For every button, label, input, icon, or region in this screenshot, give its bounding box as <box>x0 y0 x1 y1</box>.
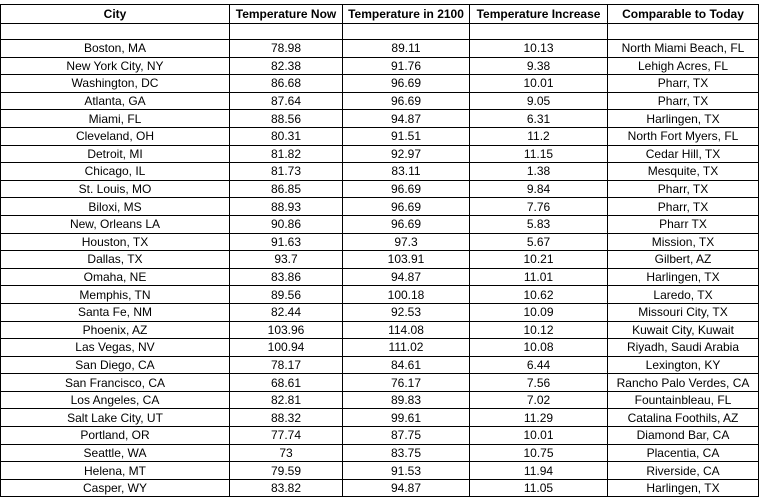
blank-cell[interactable] <box>608 24 759 40</box>
cell-temperature-increase[interactable]: 11.94 <box>470 462 608 480</box>
cell-temperature-increase[interactable]: 5.83 <box>470 215 608 233</box>
table-row <box>1 356 759 374</box>
cell-city[interactable]: Omaha, NE <box>1 268 230 286</box>
cell-comparable-to-today[interactable]: Pharr, TX <box>608 75 759 93</box>
cell-temperature-2100[interactable]: 87.75 <box>343 427 470 445</box>
cell-temperature-now[interactable]: 73 <box>230 444 343 462</box>
cell-comparable-to-today[interactable]: Pharr, TX <box>608 92 759 110</box>
cell-city[interactable]: Cleveland, OH <box>1 127 230 145</box>
cell-city[interactable]: Santa Fe, NM <box>1 303 230 321</box>
cell-temperature-2100[interactable]: 96.69 <box>343 215 470 233</box>
table-row <box>1 127 759 145</box>
cell-comparable-to-today[interactable]: Riverside, CA <box>608 462 759 480</box>
table-row <box>1 479 759 497</box>
cell-city[interactable]: Washington, DC <box>1 75 230 93</box>
table-row <box>1 145 759 163</box>
cell-city[interactable]: New York City, NY <box>1 57 230 75</box>
cell-temperature-now[interactable]: 83.82 <box>230 479 343 497</box>
cell-temperature-now[interactable]: 86.85 <box>230 180 343 198</box>
cell-temperature-now[interactable]: 82.81 <box>230 391 343 409</box>
cell-temperature-2100[interactable]: 100.18 <box>343 286 470 304</box>
cell-temperature-2100[interactable]: 89.11 <box>343 40 470 58</box>
cell-temperature-increase[interactable]: 11.01 <box>470 268 608 286</box>
table-row <box>1 251 759 269</box>
blank-cell[interactable] <box>230 24 343 40</box>
cell-temperature-2100[interactable]: 84.61 <box>343 356 470 374</box>
blank-cell[interactable] <box>470 24 608 40</box>
cell-city[interactable]: New, Orleans LA <box>1 215 230 233</box>
cell-temperature-2100[interactable]: 94.87 <box>343 479 470 497</box>
cell-comparable-to-today[interactable]: Rancho Palo Verdes, CA <box>608 374 759 392</box>
cell-temperature-increase[interactable]: 9.05 <box>470 92 608 110</box>
cell-temperature-now[interactable]: 79.59 <box>230 462 343 480</box>
cell-temperature-increase[interactable]: 10.01 <box>470 75 608 93</box>
cell-temperature-now[interactable]: 68.61 <box>230 374 343 392</box>
cell-comparable-to-today[interactable]: Gilbert, AZ <box>608 251 759 269</box>
cell-comparable-to-today[interactable]: Harlingen, TX <box>608 479 759 497</box>
cell-comparable-to-today[interactable]: Pharr TX <box>608 215 759 233</box>
table-row <box>1 163 759 181</box>
cell-temperature-now[interactable]: 88.32 <box>230 409 343 427</box>
cell-temperature-2100[interactable]: 99.61 <box>343 409 470 427</box>
cell-city[interactable]: Casper, WY <box>1 479 230 497</box>
table-row <box>1 444 759 462</box>
cell-temperature-increase[interactable]: 5.67 <box>470 233 608 251</box>
table-row <box>1 198 759 216</box>
cell-comparable-to-today[interactable]: Lehigh Acres, FL <box>608 57 759 75</box>
cell-temperature-2100[interactable]: 97.3 <box>343 233 470 251</box>
cell-temperature-increase[interactable]: 7.56 <box>470 374 608 392</box>
cell-temperature-increase[interactable]: 11.2 <box>470 127 608 145</box>
table-row <box>1 321 759 339</box>
cell-city[interactable]: St. Louis, MO <box>1 180 230 198</box>
table-row <box>1 92 759 110</box>
cell-comparable-to-today[interactable]: Fountainbleau, FL <box>608 391 759 409</box>
cell-comparable-to-today[interactable]: North Miami Beach, FL <box>608 40 759 58</box>
cell-city[interactable]: Atlanta, GA <box>1 92 230 110</box>
cell-temperature-2100[interactable]: 91.53 <box>343 462 470 480</box>
header-row <box>1 5 759 24</box>
cell-temperature-now[interactable]: 90.86 <box>230 215 343 233</box>
cell-temperature-increase[interactable]: 11.29 <box>470 409 608 427</box>
cell-temperature-increase[interactable]: 10.75 <box>470 444 608 462</box>
cell-city[interactable]: San Francisco, CA <box>1 374 230 392</box>
cell-comparable-to-today[interactable]: Pharr, TX <box>608 180 759 198</box>
cell-temperature-2100[interactable]: 94.87 <box>343 110 470 128</box>
cell-comparable-to-today[interactable]: North Fort Myers, FL <box>608 127 759 145</box>
table-row <box>1 286 759 304</box>
cell-temperature-increase[interactable]: 7.76 <box>470 198 608 216</box>
cell-city[interactable]: Detroit, MI <box>1 145 230 163</box>
cell-city[interactable]: Portland, OR <box>1 427 230 445</box>
cell-temperature-now[interactable]: 81.73 <box>230 163 343 181</box>
table-row <box>1 374 759 392</box>
cell-comparable-to-today[interactable]: Kuwait City, Kuwait <box>608 321 759 339</box>
table-row <box>1 40 759 58</box>
header-temperature-2100[interactable]: Temperature in 2100 <box>343 5 470 24</box>
table-row <box>1 180 759 198</box>
cell-temperature-now[interactable]: 87.64 <box>230 92 343 110</box>
cell-temperature-2100[interactable]: 114.08 <box>343 321 470 339</box>
cell-temperature-increase[interactable]: 10.09 <box>470 303 608 321</box>
cell-temperature-increase[interactable]: 11.05 <box>470 479 608 497</box>
cell-city[interactable]: Seattle, WA <box>1 444 230 462</box>
cell-temperature-now[interactable]: 81.82 <box>230 145 343 163</box>
cell-temperature-now[interactable]: 86.68 <box>230 75 343 93</box>
table-row <box>1 462 759 480</box>
cell-comparable-to-today[interactable]: Cedar Hill, TX <box>608 145 759 163</box>
cell-comparable-to-today[interactable]: Mesquite, TX <box>608 163 759 181</box>
table-row <box>1 339 759 357</box>
cell-temperature-2100[interactable]: 96.69 <box>343 75 470 93</box>
cell-temperature-now[interactable]: 80.31 <box>230 127 343 145</box>
cell-comparable-to-today[interactable]: Placentia, CA <box>608 444 759 462</box>
cell-comparable-to-today[interactable]: Riyadh, Saudi Arabia <box>608 339 759 357</box>
table-row <box>1 268 759 286</box>
blank-cell[interactable] <box>343 24 470 40</box>
cell-temperature-increase[interactable]: 6.31 <box>470 110 608 128</box>
cell-temperature-increase[interactable]: 9.84 <box>470 180 608 198</box>
cell-temperature-2100[interactable]: 91.51 <box>343 127 470 145</box>
cell-temperature-now[interactable]: 83.86 <box>230 268 343 286</box>
table-row <box>1 303 759 321</box>
cell-city[interactable]: Chicago, IL <box>1 163 230 181</box>
cell-temperature-now[interactable]: 82.38 <box>230 57 343 75</box>
cell-temperature-2100[interactable]: 103.91 <box>343 251 470 269</box>
cell-comparable-to-today[interactable]: Lexington, KY <box>608 356 759 374</box>
cell-temperature-2100[interactable]: 83.11 <box>343 163 470 181</box>
cell-temperature-2100[interactable]: 96.69 <box>343 180 470 198</box>
cell-temperature-2100[interactable]: 94.87 <box>343 268 470 286</box>
table-row <box>1 110 759 128</box>
cell-temperature-2100[interactable]: 96.69 <box>343 92 470 110</box>
cell-temperature-now[interactable]: 77.74 <box>230 427 343 445</box>
cell-city[interactable]: Houston, TX <box>1 233 230 251</box>
cell-temperature-now[interactable]: 88.93 <box>230 198 343 216</box>
table-body <box>1 24 759 497</box>
cell-temperature-2100[interactable]: 76.17 <box>343 374 470 392</box>
cell-city[interactable]: Salt Lake City, UT <box>1 409 230 427</box>
cell-city[interactable]: Biloxi, MS <box>1 198 230 216</box>
table-row <box>1 215 759 233</box>
cell-temperature-increase[interactable]: 10.12 <box>470 321 608 339</box>
cell-comparable-to-today[interactable]: Mission, TX <box>608 233 759 251</box>
cell-city[interactable]: Helena, MT <box>1 462 230 480</box>
cell-temperature-increase[interactable]: 9.38 <box>470 57 608 75</box>
cell-city[interactable]: Phoenix, AZ <box>1 321 230 339</box>
cell-temperature-increase[interactable]: 10.62 <box>470 286 608 304</box>
cell-comparable-to-today[interactable]: Harlingen, TX <box>608 268 759 286</box>
cell-temperature-2100[interactable]: 83.75 <box>343 444 470 462</box>
cell-city[interactable]: Los Angeles, CA <box>1 391 230 409</box>
cell-temperature-increase[interactable]: 7.02 <box>470 391 608 409</box>
cell-temperature-increase[interactable]: 10.01 <box>470 427 608 445</box>
cell-temperature-now[interactable]: 91.63 <box>230 233 343 251</box>
cell-temperature-now[interactable]: 103.96 <box>230 321 343 339</box>
table-row <box>1 427 759 445</box>
blank-cell[interactable] <box>1 24 230 40</box>
cell-comparable-to-today[interactable]: Harlingen, TX <box>608 110 759 128</box>
cell-temperature-now[interactable]: 100.94 <box>230 339 343 357</box>
cell-city[interactable]: Memphis, TN <box>1 286 230 304</box>
temperature-table <box>0 4 759 497</box>
cell-temperature-2100[interactable]: 91.76 <box>343 57 470 75</box>
table-row <box>1 409 759 427</box>
cell-comparable-to-today[interactable]: Laredo, TX <box>608 286 759 304</box>
cell-city[interactable]: San Diego, CA <box>1 356 230 374</box>
cell-comparable-to-today[interactable]: Diamond Bar, CA <box>608 427 759 445</box>
cell-temperature-2100[interactable]: 89.83 <box>343 391 470 409</box>
cell-temperature-now[interactable]: 93.7 <box>230 251 343 269</box>
cell-temperature-now[interactable]: 78.98 <box>230 40 343 58</box>
table-row <box>1 75 759 93</box>
table-row <box>1 57 759 75</box>
cell-comparable-to-today[interactable]: Catalina Foothils, AZ <box>608 409 759 427</box>
cell-city[interactable]: Miami, FL <box>1 110 230 128</box>
header-comparable-to-today[interactable]: Comparable to Today <box>608 5 759 24</box>
cell-city[interactable]: Boston, MA <box>1 40 230 58</box>
cell-temperature-2100[interactable]: 111.02 <box>343 339 470 357</box>
cell-temperature-increase[interactable]: 10.08 <box>470 339 608 357</box>
cell-temperature-increase[interactable]: 1.38 <box>470 163 608 181</box>
cell-temperature-now[interactable]: 82.44 <box>230 303 343 321</box>
header-temperature-now[interactable]: Temperature Now <box>230 5 343 24</box>
header-city[interactable]: City <box>1 5 230 24</box>
cell-temperature-now[interactable]: 89.56 <box>230 286 343 304</box>
table-row <box>1 391 759 409</box>
cell-comparable-to-today[interactable]: Pharr, TX <box>608 198 759 216</box>
cell-temperature-2100[interactable]: 92.97 <box>343 145 470 163</box>
cell-temperature-increase[interactable]: 10.13 <box>470 40 608 58</box>
cell-temperature-2100[interactable]: 96.69 <box>343 198 470 216</box>
blank-row <box>1 24 759 40</box>
cell-temperature-now[interactable]: 88.56 <box>230 110 343 128</box>
cell-temperature-now[interactable]: 78.17 <box>230 356 343 374</box>
cell-temperature-2100[interactable]: 92.53 <box>343 303 470 321</box>
cell-temperature-increase[interactable]: 6.44 <box>470 356 608 374</box>
header-temperature-increase[interactable]: Temperature Increase <box>470 5 608 24</box>
cell-city[interactable]: Dallas, TX <box>1 251 230 269</box>
cell-comparable-to-today[interactable]: Missouri City, TX <box>608 303 759 321</box>
cell-temperature-increase[interactable]: 10.21 <box>470 251 608 269</box>
table-row <box>1 233 759 251</box>
cell-city[interactable]: Las Vegas, NV <box>1 339 230 357</box>
cell-temperature-increase[interactable]: 11.15 <box>470 145 608 163</box>
